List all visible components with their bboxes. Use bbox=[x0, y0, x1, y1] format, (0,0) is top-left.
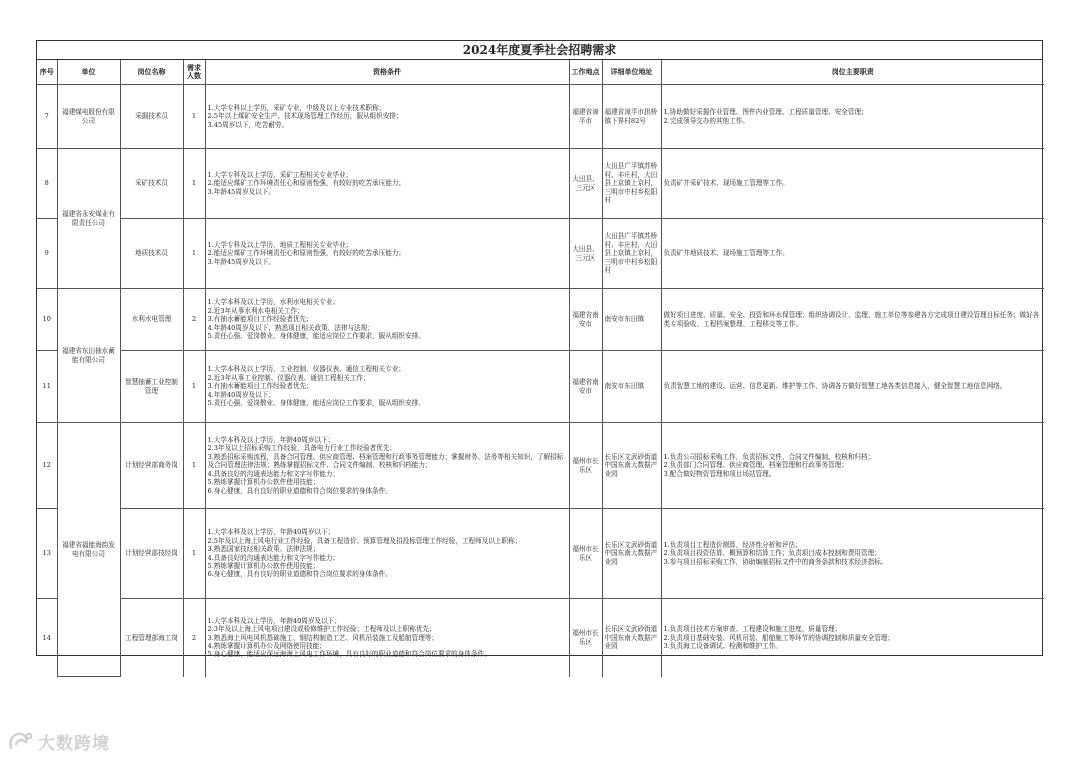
row-duties-line: 2.完成领导交办的其他工作。 bbox=[663, 116, 749, 125]
row-position: 工程管理部海工岗 bbox=[120, 599, 183, 677]
row-position: 采矿技术员 bbox=[120, 149, 183, 219]
header-count: 需求人数 bbox=[183, 60, 205, 85]
row-qualifications bbox=[205, 509, 569, 599]
row-qualifications-line: 3.年龄45周岁及以下。 bbox=[207, 187, 275, 196]
row-qualifications-line: 5.熟练掌握计算机办公软件使用技能； bbox=[207, 478, 320, 487]
row-address: 南安市东田镇 bbox=[602, 351, 661, 423]
row-duties bbox=[661, 351, 1044, 423]
row-location: 大田县、三元区 bbox=[569, 149, 602, 219]
row-qualifications-line: 5.身心健康，能适应深远海海上风电工作环境，具有良好的职业道德和符合岗位要求的身体条件。 bbox=[207, 650, 491, 659]
row-qualifications-line: 4.熟练掌握计算机办公及网络使用技能； bbox=[207, 641, 326, 650]
table-row bbox=[37, 599, 1044, 677]
row-count: 1 bbox=[183, 423, 205, 509]
table-row bbox=[37, 509, 1044, 599]
row-qualifications-line: 3.熟悉海上风电风机基础施工、钢结构制造工艺、风机吊装施工及船舶管理等； bbox=[207, 633, 438, 642]
row-count: 1 bbox=[183, 149, 205, 219]
row-qualifications-line: 6.身心健康，具有良好的职业道德和符合岗位要求的身体条件。 bbox=[207, 486, 392, 495]
row-seq: 7 bbox=[37, 85, 57, 149]
row-seq: 9 bbox=[37, 219, 57, 289]
row-duties bbox=[661, 423, 1044, 509]
row-qualifications-line: 2.5年及以上海上风电行业工作经验，具备工程造价、预算管理及招投标管理工作经验，工程师及以上职称； bbox=[207, 536, 522, 545]
header-address: 详细单位地址 bbox=[602, 60, 661, 85]
row-qualifications-line: 3.熟悉国家技经相关政策、法律法规； bbox=[207, 545, 320, 554]
row-position: 水利水电管理 bbox=[120, 289, 183, 351]
table-row bbox=[37, 423, 1044, 509]
recruitment-table bbox=[37, 60, 1044, 677]
row-duties-line: 1.负责项目工程造价测算，经济性分析和评估； bbox=[663, 540, 802, 549]
row-unit: 福建省福能海韵发电有限公司 bbox=[57, 423, 120, 677]
table-title: 2024年度夏季社会招聘需求 bbox=[37, 41, 1042, 60]
row-duties bbox=[661, 509, 1044, 599]
row-seq: 14 bbox=[37, 599, 57, 677]
row-location: 福建省南安市 bbox=[569, 351, 602, 423]
row-qualifications-line: 4.具备良好的沟通表达能力和文字写作能力； bbox=[207, 469, 340, 478]
table-row bbox=[37, 289, 1044, 351]
row-address: 大田县广平镇苏桥村、丰庄村，大田县上京镇上京村，三明市中村乡松阳村 bbox=[602, 219, 661, 289]
row-unit: 福建煤电股份有限公司 bbox=[57, 85, 120, 149]
row-qualifications bbox=[205, 423, 569, 509]
row-unit: 福建省永安煤业有限责任公司 bbox=[57, 149, 120, 289]
row-position: 地质技术员 bbox=[120, 219, 183, 289]
row-count: 1 bbox=[183, 509, 205, 599]
row-qualifications-line: 3.45周岁以下，吃苦耐劳。 bbox=[207, 120, 289, 129]
watermark bbox=[8, 727, 110, 755]
row-unit: 福建省东田抽水蓄能有限公司 bbox=[57, 289, 120, 423]
row-qualifications-line: 2.3年及以上招标采购工作经验，具备电力行业工作经验者优先； bbox=[207, 444, 397, 453]
row-address: 长乐区文武砂街道中国东南大数据产业园 bbox=[602, 509, 661, 599]
row-count: 2 bbox=[183, 289, 205, 351]
table-row bbox=[37, 85, 1044, 149]
row-duties-line: 1.负责公司招标采购工作，负责招标文件、合同文件编制、校核和归档； bbox=[663, 452, 875, 461]
table-row bbox=[37, 149, 1044, 219]
row-qualifications-line: 1.大学本科及以上学历，水利水电相关专业； bbox=[207, 298, 340, 307]
row-qualifications-line: 4.年龄40周岁及以下； bbox=[207, 390, 275, 399]
header-qualifications: 资格条件 bbox=[205, 60, 569, 85]
row-qualifications-line: 2.5年以上煤矿安全生产、技术现场管理工作经历，服从组织安排； bbox=[207, 112, 403, 121]
row-qualifications bbox=[205, 149, 569, 219]
row-qualifications-line: 1.大学本科及以上学历，年龄40周岁以下； bbox=[207, 528, 335, 537]
watermark-text: 大数跨境 bbox=[38, 733, 110, 754]
row-qualifications-line: 3.有抽水蓄能项目工作经验者优先； bbox=[207, 315, 313, 324]
row-qualifications bbox=[205, 85, 569, 149]
row-seq: 13 bbox=[37, 509, 57, 599]
row-qualifications-line: 2.近3年从事工业控制、仪器仪表、通信工程相关工作； bbox=[207, 373, 370, 382]
row-qualifications-line: 5.熟练掌握计算机办公软件使用技能； bbox=[207, 561, 320, 570]
row-duties-line: 2.负责项目投资估算、概预算和结算工作；负责项目成本控制和费用管理； bbox=[663, 549, 881, 558]
row-duties-line: 负责智慧工地的建设、运营、信息更新、维护等工作，协调各方做好智慧工地各类信息接入，健全智慧工地信息网络。 bbox=[663, 382, 1007, 391]
row-duties bbox=[661, 149, 1044, 219]
row-qualifications-line: 2.能适应煤矿工作环境责任心和原则性强，有较好的吃苦承压能力； bbox=[207, 249, 406, 258]
row-qualifications-line: 2.近3年从事水利水电相关工作； bbox=[207, 306, 304, 315]
logo-icon bbox=[8, 730, 34, 752]
row-seq: 8 bbox=[37, 149, 57, 219]
row-location: 福州市长乐区 bbox=[569, 599, 602, 677]
row-location: 福建省漳平市 bbox=[569, 85, 602, 149]
row-qualifications bbox=[205, 599, 569, 677]
row-qualifications-line: 2.能适应煤矿工作环境责任心和原则性强，有较好的吃苦承压能力； bbox=[207, 179, 406, 188]
table-row bbox=[37, 351, 1044, 423]
row-qualifications bbox=[205, 351, 569, 423]
row-seq: 12 bbox=[37, 423, 57, 509]
row-qualifications-line: 3.有抽水蓄能项目工作经验者优先； bbox=[207, 382, 313, 391]
row-address: 长乐区文武砂街道中国东南大数据产业园 bbox=[602, 599, 661, 677]
row-position: 智慧抽蓄工业控制管理 bbox=[120, 351, 183, 423]
row-qualifications-line: 1.大学专科及以上学历，地质工程相关专业毕业； bbox=[207, 240, 353, 249]
row-count: 1 bbox=[183, 219, 205, 289]
row-duties-line: 负责矿井地质技术、现场施工管理等工作。 bbox=[663, 249, 789, 258]
row-count: 1 bbox=[183, 85, 205, 149]
row-qualifications-line: 1.大学专科以上学历，采矿专业，中级及以上专业技术职称； bbox=[207, 103, 386, 112]
row-duties bbox=[661, 599, 1044, 677]
row-duties-line: 3.配合做好物资管理和项目场站管理。 bbox=[663, 469, 776, 478]
row-duties-line: 1.负责项目技术方案审查、工程建设和施工进度、质量管理； bbox=[663, 625, 842, 634]
header-location: 工作地点 bbox=[569, 60, 602, 85]
row-position: 计划经营部商务岗 bbox=[120, 423, 183, 509]
row-qualifications-line: 1.大学本科及以上学历，年龄40周岁及以下； bbox=[207, 616, 341, 625]
row-location: 福州市长乐区 bbox=[569, 423, 602, 509]
row-location: 大田县、三元区 bbox=[569, 219, 602, 289]
row-qualifications bbox=[205, 219, 569, 289]
row-count: 2 bbox=[183, 599, 205, 677]
row-count: 1 bbox=[183, 351, 205, 423]
row-duties-line: 负责矿井采矿技术、现场施工管理等工作。 bbox=[663, 179, 789, 188]
row-qualifications-line: 5.责任心强、爱岗敬业、身体健康，能适应岗位工作要求，服从组织安排。 bbox=[207, 399, 425, 408]
row-address: 大田县广平镇苏桥村、丰庄村，大田县上京镇上京村，三明市中村乡松阳村 bbox=[602, 149, 661, 219]
header-position: 岗位名称 bbox=[120, 60, 183, 85]
row-duties-line: 3.负责海工设备调试、检测和维护工作。 bbox=[663, 641, 782, 650]
row-position: 采掘技术员 bbox=[120, 85, 183, 149]
row-position: 计划经营部技经岗 bbox=[120, 509, 183, 599]
row-qualifications-line: 1.大学本科及以上学历，工业控制、仪器仪表、通信工程相关专业； bbox=[207, 365, 406, 374]
row-duties bbox=[661, 289, 1044, 351]
row-qualifications-line: 1.大学专科及以上学历，采矿工程相关专业毕业； bbox=[207, 170, 353, 179]
row-qualifications-line: 3.熟悉招标采购流程，具备合同管理、供应商管理、档案管理和行政事务管理能力；掌握财务、法务等相关知识，了解招标及合同管理法律法规；熟练掌握招标文件、合同文件编制、校核和归档能力； bbox=[207, 452, 564, 470]
row-address: 福建省漳平市拱桥镇下界村82号 bbox=[602, 85, 661, 149]
row-location: 福州市长乐区 bbox=[569, 509, 602, 599]
header-unit: 单位 bbox=[57, 60, 120, 85]
row-qualifications bbox=[205, 289, 569, 351]
row-qualifications-line: 2.3年及以上海上风电项目建设或检修维护工作经验；工程师及以上职称优先； bbox=[207, 625, 436, 634]
row-location: 福建省南安市 bbox=[569, 289, 602, 351]
row-qualifications-line: 4.具备良好的沟通表达能力和文字写作能力； bbox=[207, 553, 340, 562]
header-row bbox=[37, 60, 1044, 85]
row-qualifications-line: 5.责任心强、爱岗敬业、身体健康，能适应岗位工作要求，服从组织安排。 bbox=[207, 332, 425, 341]
row-address: 长乐区文武砂街道中国东南大数据产业园 bbox=[602, 423, 661, 509]
row-duties bbox=[661, 85, 1044, 149]
header-duties: 岗位主要职责 bbox=[661, 60, 1044, 85]
row-seq: 11 bbox=[37, 351, 57, 423]
row-duties-line: 3.参与项目招标采购工作，协助编制招标文件中的商务条款和技术经济指标。 bbox=[663, 557, 888, 566]
row-duties-line: 2.负责部门合同管理、供应商管理、档案管理和行政事务管理； bbox=[663, 461, 848, 470]
header-seq: 序号 bbox=[37, 60, 57, 85]
row-qualifications-line: 4.年龄40周岁及以下，熟悉项目相关政策、法律与法规； bbox=[207, 323, 374, 332]
row-qualifications-line: 6.身心健康，具有良好的职业道德和符合岗位要求的身体条件。 bbox=[207, 570, 392, 579]
row-address: 南安市东田镇 bbox=[602, 289, 661, 351]
row-duties-line: 1.协助做好采掘作业管理、图件内业管理、工程质量管理、安全管理； bbox=[663, 108, 868, 117]
recruitment-table-sheet bbox=[36, 40, 1043, 659]
row-duties-line: 2.负责项目基础安装、风机吊装、船舶施工等环节的协调控制和质量安全管理； bbox=[663, 633, 894, 642]
table-row bbox=[37, 219, 1044, 289]
row-qualifications-line: 3.年龄45周岁及以下。 bbox=[207, 257, 275, 266]
row-duties bbox=[661, 219, 1044, 289]
row-duties-line: 做好项目进度、质量、安全、投资和环水保管理；组织协调设计、监理、施工单位等参建各方完成项目建设管理目标任务；做好各类专项验收、工程档案整理、工程移交等工作。 bbox=[663, 311, 1040, 328]
row-seq: 10 bbox=[37, 289, 57, 351]
row-qualifications-line: 1.大学本科及以上学历，年龄40周岁以下； bbox=[207, 436, 335, 445]
